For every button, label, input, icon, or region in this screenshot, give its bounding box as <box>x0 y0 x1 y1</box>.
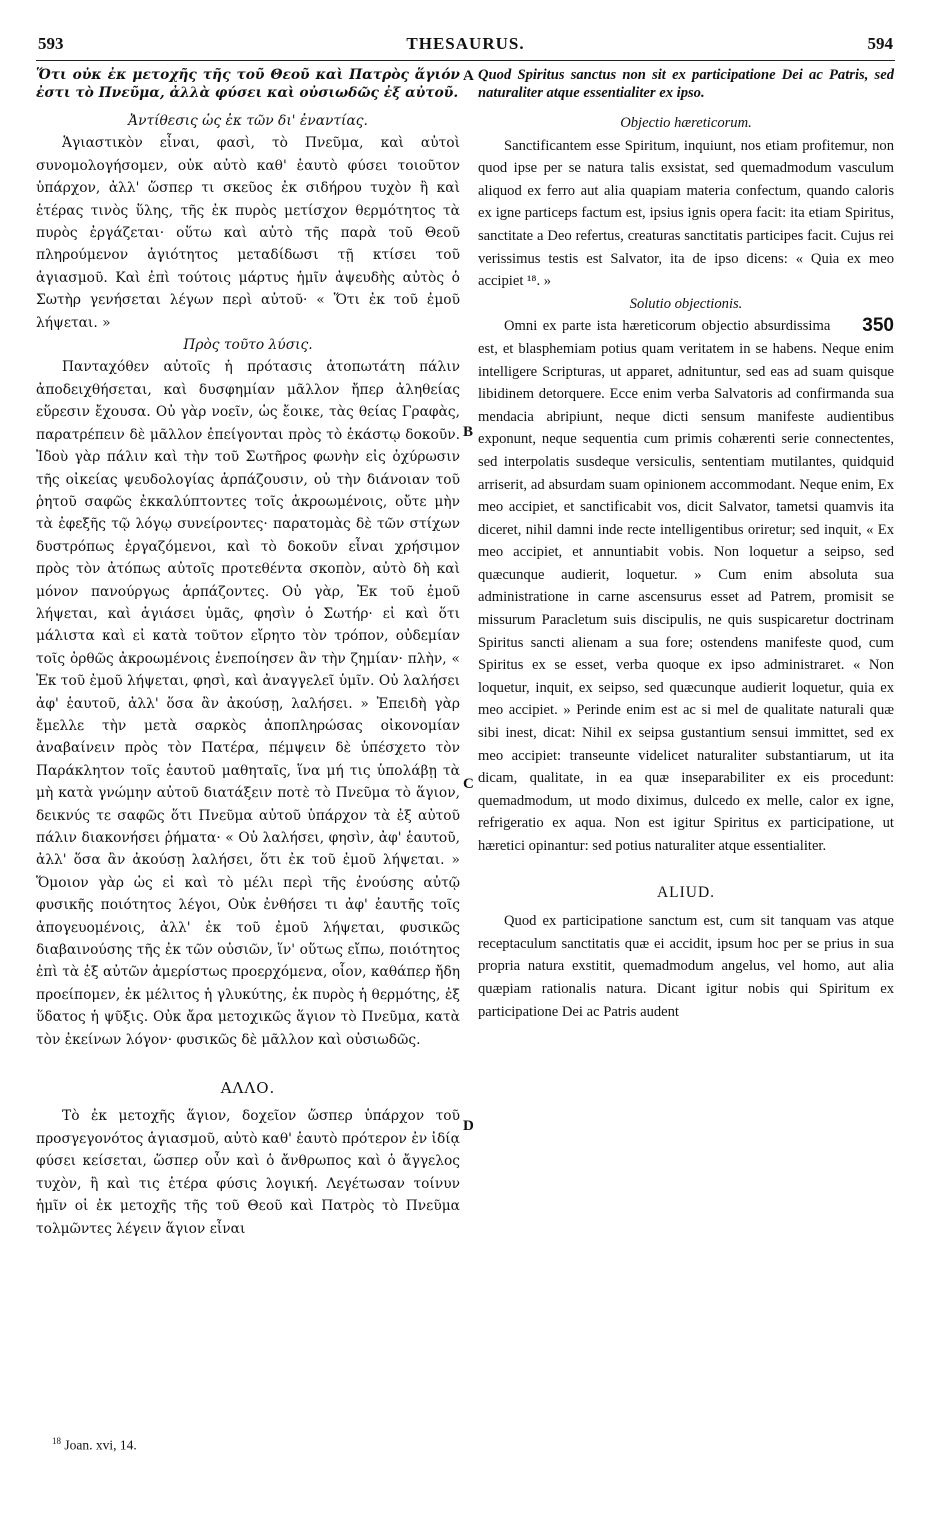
greek-aliud-heading: ΑΛΛΟ. <box>220 1079 276 1098</box>
greek-objection-text: Ἁγιαστικὸν εἶναι, φασὶ, τὸ Πνεῦμα, καὶ αὐτοὶ συνομολογήσομεν, οὐκ αὐτὸ καθ' ἑαυτὸ φύσει τοιοῦτον ὑπάρχον, ἀλλ' ὥσπερ τι σκεῦος ἐκ σιδήρου τυχὸν ἢ καὶ ἑτέρας τινὸς ὕλης, τῆς ἐκ πυρὸς μετίσχον θερμότητος τὰ πυρὸς ἐργάζεται· οὕτω καὶ αὐτὸ τῆς παρὰ τοῦ Θεοῦ πληρούμενον ἁγιότητος μεταδίδωσι τῇ κτίσει τοῦ ἁγιασμοῦ. Καὶ ἐπὶ τούτοις μάρτυς ἡμῖν ἀψευδὴς αὐτὸς ὁ Σωτὴρ γενήσεται λέγων περὶ αὐτοῦ· « Ὅτι ἐκ τοῦ ἐμοῦ λήψεται. » <box>36 135 460 331</box>
margin-marker-a: A <box>463 68 474 84</box>
header-rule <box>36 60 895 61</box>
greek-objection-heading: Ἀντίθεσις ὡς ἐκ τῶν δι' ἐναντίας. <box>128 113 368 129</box>
margin-marker-b: B <box>463 424 474 440</box>
page-header <box>38 34 893 60</box>
latin-solution-body: Omni ex parte ista hæreticorum objectio absurdissima est, et blasphemiam potius quam veritatem in se habens. Neque enim intelligere Scripturas, ut apparet, adnituntur, sed eas ad suam quisque libidinem detorquere. Ecce enim verba Salvatoris ad confirmanda sua mendacia abripiunt, neque dicti sensum manifeste audientibus exponunt, neque sequentia cum primis cohærenti serie connectentes, sed interpolatis susdeque versiculis, sententiam mutilantes, quidquid arriserit, ad absurdam suam opinionem accommodant. Neque enim, Ex meo accipiet, et sanctificabit vos, dicit Salvator, tametsi quamvis ita diceret, nihil damni inde recte intelligentibus oriretur; sed inquit, « Ex meo accipiet, et annuntiabit vobis. Non loquetur a seipso, sed quæcunque audierit, loquetur. » Cum enim absoluta sua administratione in carne ascensurus esset ad Patrem, promisit se missurum Paracletum suis discipulis, ne quis suspicaretur doctrinam Spiritus sancti alienam a sua fore; ostendens manifeste quod, cum Spiritus ex se esset, verba quoque ex ipso administraret. « Non loquetur, inquit, ex seipso, sed quæcunque audierit loquetur, quia ex meo accipiet. » Perinde enim est ac si mel de qualitate naturali quæ sibi inest, dicat: Nihil ex seipsa gustantium sensui immittet, sed ex meo accipiet: transeunte videlicet naturaliter substantiarum, ut ita dicam, qualitate, in ea quæ inseparabiliter ex eis procedunt: quemadmodum, ut modo diximus, dulcedo ex melle, calor ex igne, refrigeratio ex aqua. Non est igitur Spiritus ex participatione, ut hæretici opinantur: sed potius naturaliter atque essentialiter. <box>478 318 894 854</box>
greek-solution-heading: Πρὸς τοῦτο λύσις. <box>183 337 313 354</box>
footnote-number: 18 <box>52 1436 61 1446</box>
footnote <box>52 1436 137 1454</box>
greek-chapter-title: Ὅτι οὐκ ἐκ μετοχῆς τῆς τοῦ Θεοῦ καὶ Πατρὸς ἅγιόν ἐστι τὸ Πνεῦμα, ἀλλὰ φύσει καὶ οὐσιωδῶς ἐξ αὐτοῦ. <box>36 67 460 101</box>
page-number-right: 594 <box>867 34 893 53</box>
margin-marker-d: D <box>463 1118 474 1134</box>
footnote-text: Joan. xvi, 14. <box>64 1437 137 1453</box>
greek-solution-text: Πανταχόθεν αὐτοῖς ἡ πρότασις ἀτοπωτάτη πάλιν ἀποδειχθήσεται, καὶ δυσφημίαν μᾶλλον ἤπερ ἀληθείας εὕρεσιν ἔχουσα. Οὐ γὰρ νοεῖν, ὡς ἔοικε, τὰς θείας Γραφὰς, παρατρέπειν δὲ μᾶλλον ἐπείγονται πρὸς τὸ ἑκάστῳ δοκοῦν. Ἰδοὺ γὰρ πάλιν καὶ τὴν τοῦ Σωτῆρος φωνὴν εἰς ὀχύρωσιν τῆς οἰκείας ψευδολογίας ἁρπάζουσιν, οὐ τὴν διάνοιαν τοῦ ῥητοῦ σαφῶς ἐκκαλύπτοντες τοῖς ἀκροωμένοις, οὔτε μὴν τὰ ἐφεξῆς τῷ λόγῳ συνείροντες· παρατομὰς δὲ τῶν στίχων δυστρόπως ἐργαζόμενοι, καὶ τὸ δοκοῦν εἶναι χρήσιμον πρὸς τὸν ἀτόπως αὐτοῖς προτεθέντα σκοπὸν, αὐτὸ δὴ καὶ μόνον πανούργως ἁρπάζοντες. Οὐ γὰρ, Ἐκ τοῦ ἐμοῦ λήψεται, καὶ ἁγιάσει ὑμᾶς, φησὶν ὁ Σωτήρ· εἰ καὶ ὅτι μάλιστα καὶ εἰ κατὰ τοῦτον εἴρητο τὸν τρόπον, οὐδεμίαν τοῖς ὀρθῶς ἀκροωμένοις ἐνεποίησεν ἂν τὴν ζημίαν· πλὴν, « Ἐκ τοῦ ἐμοῦ λήψεται, φησὶ, καὶ ἀναγγελεῖ ὑμῖν. Οὐ λαλήσει ἀφ' ἑαυτοῦ, ἀλλ' ὅσα ἂν ἀκούσῃ, λαλήσει. » Ἐπειδὴ γὰρ ἔμελλε τὴν μετὰ σαρκὸς ἀποπληρώσας οἰκονομίαν ἀναβαίνειν πρὸς τὸν Πατέρα, πέμψειν δὲ ὑπέσχετο τὸν Παράκλητον τοῖς ἑαυτοῦ μαθηταῖς, ἵνα μή τις ὑπολάβῃ τὰ μὴ κατὰ γνώμην αὐτοῦ διατάξειν ποτὲ τὸ Πνεῦμα τὸ ἅγιον, δεικνύς τε σαφῶς ὅτι Πνεῦμα αὐτοῦ ὑπάρχον τὰ ἐξ αὐτοῦ πάλιν διακονήσει ῥήματα· « Οὐ λαλήσει, φησὶν, ἀφ' ἑαυτοῦ, ἀλλ' ὅσα ἂν ἀκούσῃ λαλήσει, ὅτι ἐκ τοῦ ἐμοῦ λήψεται. » Ὅμοιον γὰρ ὡς εἰ καὶ τὸ μέλι περὶ τῆς ἐνούσης αὐτῷ φυσικῆς ποιότητος λέγοι, Οὐκ ἐνθήσει τι ἀφ' ἑαυτῆς τοῖς ἀπογευομένοις, ἀλλ' ἐκ τοῦ ἐμοῦ λήψεται, φυσικῶς διαβαινούσης τῆς ἐκ τῶν οὐσιῶν, ἵν' οὕτως εἴπω, ποιότητος ἐπὶ τὰ ἐξ αὐτῶν ἀμερίστως προερχόμενα, οἷον, καθάπερ ἤδη προείπομεν, ἐκ μέλιτος ἡ γλυκύτης, ἐκ πυρὸς ἡ θερμότης, ἐξ ὕδατος ἡ ψῦξις. Οὐκ ἄρα μετοχικῶς ἅγιον τὸ Πνεῦμα, κατὰ τὸν ἐκείνων λόγον· φυσικῶς δὲ μᾶλλον καὶ οὐσιωδῶς. <box>36 359 461 1048</box>
latin-aliud-heading: ALIUD. <box>656 883 716 901</box>
greek-column <box>36 66 460 1240</box>
latin-solution-heading: Solutio objectionis. <box>629 295 743 312</box>
running-title: THESAURUS. <box>406 34 525 53</box>
margin-marker-c: C <box>463 776 474 792</box>
latin-chapter-title: Quod Spiritus sanctus non sit ex participatione Dei ac Patris, sed naturaliter atque essentialiter ex ipso. <box>478 67 894 101</box>
latin-aliud-text: Quod ex participatione sanctum est, cum sit tanquam vas atque receptaculum sanctitatis quæ ei accidit, ipsum hoc per se prius in sua propria natura exstitit, quemadmodum angelus, vel homo, aut alia quæpiam rationalis natura. Dicant igitur nobis qui Spiritum ex participatione Dei ac Patris audent <box>478 913 894 1020</box>
latin-objection-text: Sanctificantem esse Spiritum, inquiunt, nos etiam profitemur, non quod ipse per se natura talis exsistat, sed quemadmodum vasculum aliquod ex ferro aut alia quapiam materia confectum, quando caloris ex igne particeps factum est, ipsius ignis opera facit: ita etiam Spiritus, sanctitate a Deo refertus, creaturas sanctitatis participes facit. Cujus rei verissimus testis est Salvator, ita de ipso dicens: « Quia ex meo accipiet ¹⁸. » <box>478 137 894 290</box>
latin-objection-heading: Objectio hæreticorum. <box>620 115 752 131</box>
page-number-left: 593 <box>38 34 64 53</box>
greek-aliud-text: Τὸ ἐκ μετοχῆς ἅγιον, δοχεῖον ὥσπερ ὑπάρχον τοῦ προσγεγονότος ἁγιασμοῦ, αὐτὸ καθ' ἑαυτὸ πρότερον ἐν ἰδίᾳ φύσει κείσεται, ὥσπερ οὖν καὶ ὁ ἄνθρωπος καὶ ὁ ἄγγελος τυχὸν, ἢ καὶ τις ἑτέρα φύσις λογική. Λεγέτωσαν τοίνυν ἡμῖν οἱ ἐκ μετοχῆς τῆς τοῦ Θεοῦ καὶ Πατρὸς τὸ Πνεῦμα τολμῶντες λέγειν ἅγιον εἶναι <box>36 1108 460 1237</box>
column-number: 350 <box>862 315 894 337</box>
latin-solution-text <box>478 315 894 857</box>
latin-column <box>478 66 894 1023</box>
